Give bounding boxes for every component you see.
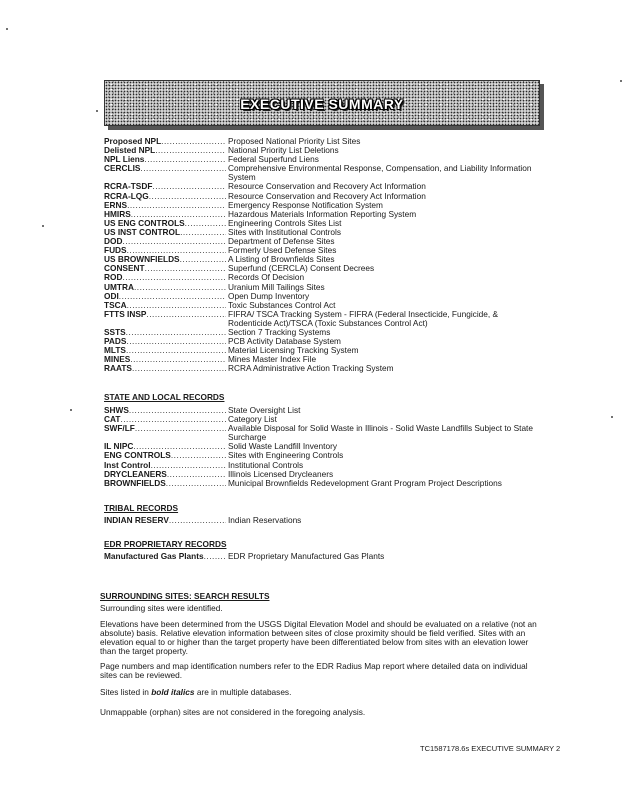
database-description: State Oversight List bbox=[228, 405, 301, 415]
database-acronym-text: MINES bbox=[104, 355, 131, 365]
database-acronym bbox=[104, 310, 226, 328]
database-description: Sites with Engineering Controls bbox=[228, 450, 344, 461]
database-acronym bbox=[104, 364, 226, 373]
database-acronym bbox=[104, 516, 226, 525]
database-acronym-text: PADS bbox=[104, 337, 127, 347]
federal-records-list bbox=[104, 137, 544, 373]
database-description: Sites with Institutional Controls bbox=[228, 226, 341, 237]
database-acronym-text: NPL Liens bbox=[104, 155, 145, 165]
edr-proprietary-heading: EDR PROPRIETARY RECORDS bbox=[104, 539, 227, 549]
database-acronym bbox=[104, 228, 226, 237]
database-acronym-text: CONSENT bbox=[104, 264, 145, 274]
database-description: Solid Waste Landfill Inventory bbox=[228, 441, 337, 452]
definition-row bbox=[104, 552, 544, 561]
database-acronym bbox=[104, 283, 226, 292]
database-description: Mines Master Index File bbox=[228, 354, 317, 365]
database-description: Emergency Response Notification System bbox=[228, 199, 383, 210]
database-acronym-text: ENG CONTROLS bbox=[104, 451, 171, 461]
database-acronym-text: Delisted NPL bbox=[104, 146, 156, 156]
surrounding-sites-identified: Surrounding sites were identified. bbox=[100, 603, 223, 613]
database-description: Uranium Mill Tailings Sites bbox=[228, 281, 325, 292]
database-acronym bbox=[104, 451, 226, 460]
bold-italics-word: bold italics bbox=[151, 687, 195, 697]
database-acronym bbox=[104, 264, 226, 273]
database-description: Indian Reservations bbox=[228, 515, 302, 525]
database-acronym bbox=[104, 346, 226, 355]
database-acronym bbox=[104, 246, 226, 255]
bold-italics-note-pre: Sites listed in bbox=[100, 687, 152, 697]
page-footer: TC1587178.6s EXECUTIVE SUMMARY 2 bbox=[420, 744, 561, 753]
database-description: Formerly Used Defense Sites bbox=[228, 245, 337, 256]
database-acronym bbox=[104, 182, 226, 191]
database-acronym-text: CERCLIS bbox=[104, 164, 141, 174]
database-description: Section 7 Tracking Systems bbox=[228, 326, 331, 337]
database-acronym-text: FUDS bbox=[104, 246, 127, 256]
state-local-records-list bbox=[104, 406, 544, 488]
database-acronym-text: ODI bbox=[104, 291, 119, 301]
database-acronym bbox=[104, 442, 226, 451]
database-acronym bbox=[104, 255, 226, 264]
scan-speck bbox=[42, 225, 44, 227]
database-description: Proposed National Priority List Sites bbox=[228, 136, 361, 146]
database-acronym bbox=[104, 292, 226, 301]
database-description: Category List bbox=[228, 414, 277, 425]
database-acronym-text: ROD bbox=[104, 273, 123, 283]
database-acronym-text: RCRA-LQG bbox=[104, 191, 149, 201]
database-description: Material Licensing Tracking System bbox=[228, 345, 359, 356]
surrounding-sites-heading: SURROUNDING SITES: SEARCH RESULTS bbox=[100, 591, 270, 601]
database-acronym bbox=[104, 192, 226, 201]
database-acronym bbox=[104, 210, 226, 219]
database-acronym-text: SWF/LF bbox=[104, 424, 135, 434]
database-description: Comprehensive Environmental Response, Compensation, and Liability Information System bbox=[228, 163, 532, 183]
database-acronym-text: US BROWNFIELDS bbox=[104, 255, 180, 265]
definition-row bbox=[104, 264, 544, 273]
database-description: Resource Conservation and Recovery Act Information bbox=[228, 181, 426, 192]
database-acronym bbox=[104, 406, 226, 415]
database-acronym-text: RAATS bbox=[104, 364, 132, 374]
database-description: National Priority List Deletions bbox=[228, 145, 339, 156]
database-acronym bbox=[104, 470, 226, 479]
page-title: EXECUTIVE SUMMARY bbox=[240, 96, 404, 112]
database-acronym-text: Inst Control bbox=[104, 460, 151, 470]
page-numbers-paragraph: Page numbers and map identification numbers refer to the EDR Radius Map report where detailed data on individual sites can be reviewed. bbox=[100, 661, 528, 681]
database-acronym-text: SSTS bbox=[104, 327, 126, 337]
database-description: EDR Proprietary Manufactured Gas Plants bbox=[228, 551, 385, 561]
database-acronym bbox=[104, 146, 226, 155]
database-acronym bbox=[104, 137, 226, 146]
elevation-paragraph: Elevations have been determined from the USGS Digital Elevation Model and should be evaluated on a relative (not an absolute) basis. Relative elevation information between sites of close proximity should be field verified. Sites with an elevation equal to or higher than the target property have been differentiated below from sites with an elevation lower than the target property. bbox=[100, 619, 537, 657]
database-description: Open Dump Inventory bbox=[228, 290, 310, 301]
database-description: Municipal Brownfields Redevelopment Grant Program Project Descriptions bbox=[228, 477, 502, 488]
database-description: Engineering Controls Sites List bbox=[228, 217, 342, 228]
database-description: Federal Superfund Liens bbox=[228, 154, 319, 165]
database-acronym-text: HMIRS bbox=[104, 209, 131, 219]
database-acronym bbox=[104, 337, 226, 346]
definition-row bbox=[104, 479, 544, 488]
database-acronym bbox=[104, 237, 226, 246]
database-description: Available Disposal for Solid Waste in Illinois - Solid Waste Landfills Subject to State Surcharge bbox=[228, 423, 533, 443]
database-acronym bbox=[104, 219, 226, 228]
definition-row bbox=[104, 424, 544, 442]
bold-italics-note bbox=[100, 688, 540, 697]
database-acronym bbox=[104, 461, 226, 470]
database-description: Institutional Controls bbox=[228, 459, 304, 470]
edr-proprietary-records-list bbox=[104, 552, 544, 561]
database-description: A Listing of Brownfields Sites bbox=[228, 254, 335, 265]
database-acronym-text: DRYCLEANERS bbox=[104, 469, 167, 479]
database-acronym-text: US ENG CONTROLS bbox=[104, 218, 185, 228]
database-acronym-text: UMTRA bbox=[104, 282, 134, 292]
state-local-heading: STATE AND LOCAL RECORDS bbox=[104, 392, 225, 402]
database-description: Resource Conservation and Recovery Act Information bbox=[228, 190, 426, 201]
database-acronym-text: CAT bbox=[104, 415, 121, 425]
database-acronym bbox=[104, 273, 226, 282]
definition-row bbox=[104, 364, 544, 373]
definition-row bbox=[104, 146, 544, 155]
database-description: Superfund (CERCLA) Consent Decrees bbox=[228, 263, 375, 274]
definition-row bbox=[104, 310, 544, 328]
scan-speck bbox=[70, 409, 72, 411]
tribal-heading: TRIBAL RECORDS bbox=[104, 503, 179, 513]
orphan-sites-note: Unmappable (orphan) sites are not considered in the foregoing analysis. bbox=[100, 707, 366, 717]
database-acronym bbox=[104, 424, 226, 442]
scan-speck bbox=[611, 416, 613, 418]
definition-row bbox=[104, 516, 544, 525]
database-acronym bbox=[104, 479, 226, 488]
database-acronym bbox=[104, 155, 226, 164]
database-acronym-text: TSCA bbox=[104, 300, 127, 310]
database-description: Toxic Substances Control Act bbox=[228, 299, 336, 310]
definition-row bbox=[104, 406, 544, 415]
database-acronym-text: FTTS INSP bbox=[104, 309, 147, 319]
database-acronym bbox=[104, 355, 226, 364]
database-acronym-text: BROWNFIELDS bbox=[104, 478, 166, 488]
database-acronym bbox=[104, 301, 226, 310]
database-acronym-text: INDIAN RESERV bbox=[104, 516, 169, 525]
database-acronym-text: RCRA-TSDF bbox=[104, 182, 153, 192]
bold-italics-note-post: are in multiple databases. bbox=[194, 687, 292, 697]
database-description: Records Of Decision bbox=[228, 272, 305, 283]
database-acronym-text: Proposed NPL bbox=[104, 137, 162, 146]
database-acronym bbox=[104, 328, 226, 337]
definition-row bbox=[104, 283, 544, 292]
scan-speck bbox=[620, 80, 622, 82]
database-acronym bbox=[104, 201, 226, 210]
database-acronym-text: Manufactured Gas Plants bbox=[104, 552, 204, 561]
definition-row bbox=[104, 346, 544, 355]
database-description: Illinois Licensed Drycleaners bbox=[228, 468, 334, 479]
scan-speck bbox=[6, 28, 8, 30]
database-acronym bbox=[104, 415, 226, 424]
database-acronym-text: US INST CONTROL bbox=[104, 227, 181, 237]
database-acronym bbox=[104, 552, 226, 561]
definition-row bbox=[104, 164, 544, 182]
database-description: Hazardous Materials Information Reporting System bbox=[228, 208, 417, 219]
executive-summary-banner bbox=[104, 80, 540, 126]
definition-row bbox=[104, 451, 544, 460]
database-acronym-text: IL NIPC bbox=[104, 442, 134, 452]
database-acronym-text: DOD bbox=[104, 237, 123, 247]
scan-speck bbox=[96, 110, 98, 112]
database-acronym bbox=[104, 164, 226, 182]
database-description: RCRA Administrative Action Tracking System bbox=[228, 363, 394, 374]
database-description: Department of Defense Sites bbox=[228, 236, 335, 247]
tribal-records-list bbox=[104, 516, 544, 525]
database-description: PCB Activity Database System bbox=[228, 336, 341, 347]
database-acronym-text: MLTS bbox=[104, 346, 126, 356]
database-description: FIFRA/ TSCA Tracking System - FIFRA (Federal Insecticide, Fungicide, & Rodenticide Act)/TSCA (Toxic Substances Control Act) bbox=[228, 308, 499, 328]
database-acronym-text: ERNS bbox=[104, 200, 128, 210]
database-acronym-text: SHWS bbox=[104, 406, 129, 415]
